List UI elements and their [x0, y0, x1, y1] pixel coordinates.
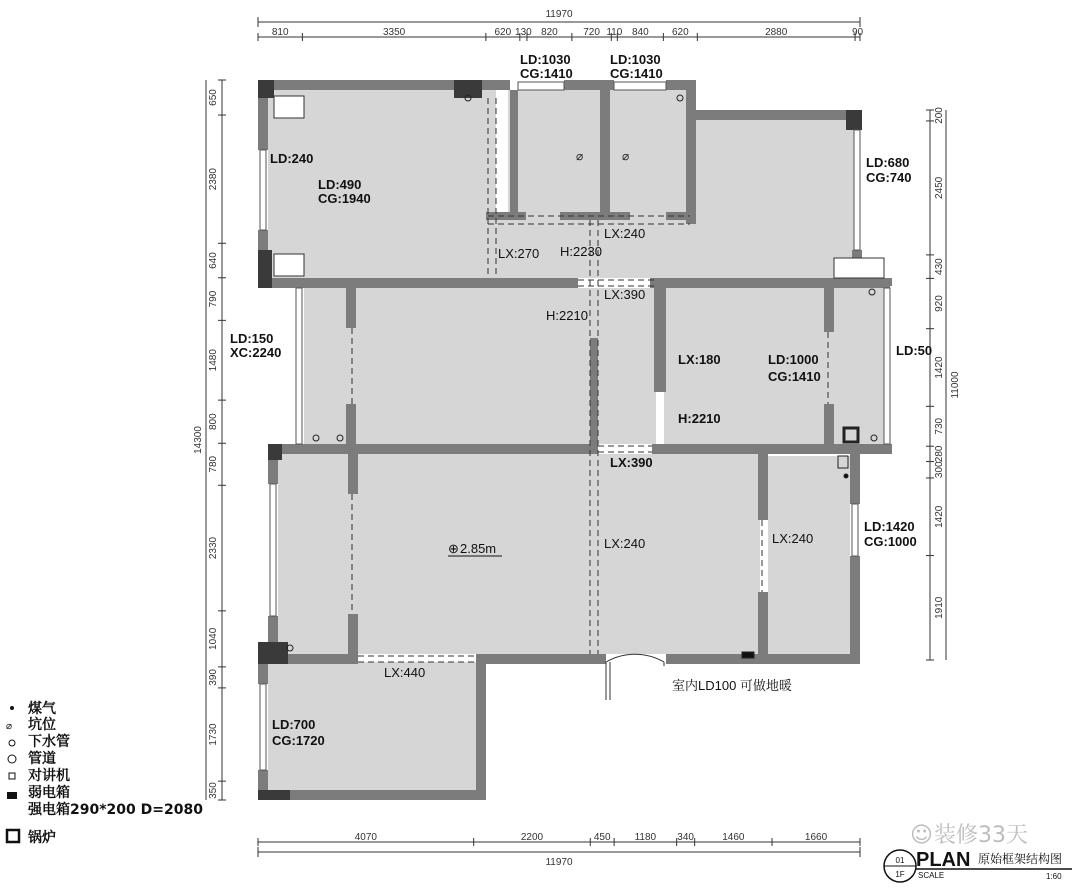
- window-label: LD:1000: [768, 352, 819, 367]
- bottom-total: 11970: [545, 857, 573, 868]
- column: [258, 250, 272, 288]
- bottom-dimension-value: 450: [593, 832, 611, 843]
- wall: [654, 288, 666, 392]
- wall: [850, 556, 860, 662]
- right-total: 11000: [950, 371, 961, 399]
- left-dimension-labels: [208, 89, 219, 799]
- top-dimension-value: 820: [541, 27, 558, 38]
- top-dimension-value: 620: [494, 27, 512, 38]
- watermark-text: 装修33天: [934, 823, 1028, 848]
- wall: [824, 288, 834, 332]
- top-total: 11970: [545, 9, 573, 20]
- right-dimension-value: 300: [934, 461, 945, 479]
- window-label: CG:740: [866, 170, 912, 185]
- wall: [496, 80, 510, 90]
- bottom-dimension: [258, 838, 860, 857]
- left-dimension-value: 2380: [208, 168, 219, 191]
- title-block: [884, 849, 1072, 882]
- right-dimension-value: 200: [934, 107, 945, 124]
- bedroom-top-right-floor: [692, 118, 854, 278]
- window: [852, 504, 858, 556]
- living-room-floor: [358, 454, 760, 654]
- left-dimension-value: 390: [208, 669, 219, 686]
- top-dimension-value: 110: [606, 27, 623, 38]
- wall: [258, 790, 486, 800]
- intercom-icon: [9, 773, 15, 779]
- wall: [666, 80, 696, 90]
- wall: [346, 288, 356, 328]
- window-label: LD:680: [866, 155, 910, 170]
- duct-icon: [8, 755, 16, 763]
- opening-label: LX:390: [610, 455, 653, 470]
- bath-2-floor: [606, 90, 692, 220]
- opening-label: H:2230: [560, 244, 602, 259]
- room-middle-left-floor: [356, 288, 656, 444]
- top-dimension-value: 130: [515, 27, 532, 38]
- wall: [590, 338, 598, 444]
- window: [296, 288, 302, 444]
- top-dimension-value: 720: [583, 27, 600, 38]
- window-label: LD:240: [270, 151, 314, 166]
- column: [258, 80, 274, 98]
- window-label: LD:1030: [520, 52, 571, 67]
- wall: [476, 654, 606, 664]
- pit-icon: ⌀: [576, 149, 584, 163]
- bay-window: [834, 258, 884, 278]
- right-dimension-value: 920: [934, 295, 945, 312]
- bay-window: [274, 96, 304, 118]
- top-dimension-value: 2880: [765, 27, 788, 38]
- bottom-dimension-value: 4070: [354, 832, 377, 843]
- left-dimension-value: 640: [208, 252, 219, 269]
- entrance-door: [606, 654, 664, 700]
- entrance-note: 室内LD100 可做地暖: [672, 678, 792, 693]
- pit-icon: ⌀: [6, 721, 13, 732]
- opening-label: LX:390: [604, 287, 646, 302]
- gas-dot-icon: [844, 474, 848, 478]
- top-dimension-value: 90: [851, 27, 864, 38]
- wall: [652, 444, 892, 454]
- boiler-icon: [7, 830, 19, 842]
- window: [518, 82, 564, 90]
- window: [614, 82, 666, 90]
- opening-label: LX:240: [604, 226, 646, 241]
- legend-item-pit: 坑位: [28, 717, 56, 733]
- watermark: [910, 823, 1028, 848]
- window-label: CG:1410: [520, 66, 573, 81]
- ceiling-height: 2.85m: [460, 541, 497, 556]
- wall: [686, 110, 862, 120]
- opening-label: LX:440: [384, 665, 426, 680]
- weak-box-icon: [7, 792, 17, 799]
- right-dimension-value: 1910: [934, 596, 945, 619]
- wall: [666, 654, 860, 664]
- legend: [6, 700, 203, 846]
- opening-label: LX:240: [772, 531, 814, 546]
- window-label: LD:700: [272, 717, 316, 732]
- left-dimension-value: 790: [208, 290, 219, 308]
- column: [268, 444, 282, 460]
- right-dimension-value: 2450: [934, 176, 945, 200]
- legend-item-weak-box: 弱电箱: [28, 785, 70, 801]
- column: [846, 110, 862, 130]
- opening-label: H:2210: [678, 411, 721, 426]
- window-label: CG:1410: [610, 66, 663, 81]
- window: [270, 484, 276, 616]
- left-dimension-value: 780: [208, 455, 219, 473]
- opening-label: LX:180: [678, 352, 721, 367]
- bay-window: [274, 254, 304, 276]
- wechat-icon: ☺: [910, 823, 933, 848]
- floor-number: 1F: [895, 870, 905, 879]
- window-label: LD:50: [896, 343, 933, 358]
- top-dimension-value: 840: [632, 27, 649, 38]
- scale-word: SCALE: [918, 871, 945, 880]
- wall: [268, 444, 598, 454]
- top-dimension-value: 620: [671, 27, 689, 38]
- left-dimension-value: 2330: [208, 536, 219, 560]
- wall: [884, 278, 892, 286]
- bottom-dimension-value: 1460: [722, 832, 745, 843]
- wall: [476, 654, 486, 800]
- left-dimension-value: 350: [208, 782, 219, 799]
- legend-item-gas: 煤气: [28, 701, 56, 717]
- window-label: LD:1420: [864, 519, 915, 534]
- legend-item-drain: 下水管: [28, 734, 70, 750]
- window-label: CG:1000: [864, 534, 917, 549]
- drain-pipe-icon: [9, 740, 15, 746]
- right-dimension-value: 730: [934, 417, 945, 435]
- column: [258, 642, 288, 664]
- right-dimension-value: 280: [934, 445, 945, 463]
- plan-heading: PLAN: [916, 849, 971, 871]
- wall: [346, 404, 356, 444]
- bottom-dimension-value: 2200: [520, 832, 544, 843]
- wall: [686, 120, 696, 224]
- wall: [268, 616, 278, 646]
- wall: [564, 80, 614, 90]
- opening-label: LX:240: [604, 536, 646, 551]
- wall: [758, 454, 768, 520]
- legend-item-strong-box: 强电箱290*200 D=2080: [28, 802, 203, 818]
- left-dimension-value: 800: [208, 413, 219, 431]
- right-dimension-value: 1420: [934, 356, 945, 379]
- wall: [824, 404, 834, 444]
- wall: [426, 278, 576, 288]
- left-dimension-value: 1730: [208, 723, 219, 746]
- bath-1-floor: [508, 90, 604, 220]
- right-dimension-value: 430: [934, 258, 945, 275]
- balcony-right-floor: [832, 288, 886, 444]
- window-label: LD:490: [318, 177, 362, 192]
- legend-item-duct: 管道: [28, 751, 56, 767]
- bottom-dimension-value: 1660: [804, 832, 828, 843]
- wall: [650, 278, 890, 288]
- bottom-dimension-value: 1180: [634, 832, 657, 843]
- window-label: CG:1410: [768, 369, 821, 384]
- bottom-dimension-labels: [355, 832, 828, 843]
- top-dimension-value: 810: [271, 27, 289, 38]
- window: [884, 288, 890, 444]
- right-dimension-value: 1420: [934, 505, 945, 528]
- left-dimension-value: 650: [208, 89, 219, 106]
- left-dimension-value: 1480: [208, 349, 219, 372]
- wall: [850, 454, 860, 504]
- bottom-dimension-value: 340: [677, 832, 694, 843]
- opening-label: LX:270: [498, 246, 540, 261]
- gas-dot-icon: [10, 706, 14, 710]
- window-label: LD:1030: [610, 52, 661, 67]
- left-dimension-value: 1040: [208, 627, 219, 650]
- ceiling-height-icon: ⊕: [448, 541, 459, 556]
- wall: [600, 90, 610, 220]
- window-label: XC:2240: [230, 345, 282, 360]
- wall: [758, 592, 768, 654]
- left-total: 14300: [193, 426, 204, 454]
- weak-box-icon: [742, 652, 754, 658]
- drawing-number: 01: [895, 856, 905, 865]
- column: [258, 790, 290, 800]
- wall: [510, 90, 518, 220]
- living-left-floor: [278, 454, 358, 654]
- opening-label: H:2210: [546, 308, 588, 323]
- window: [854, 130, 860, 250]
- legend-item-intercom: 对讲机: [28, 768, 70, 784]
- window-label: CG:1720: [272, 733, 325, 748]
- pit-icon: ⌀: [622, 149, 630, 163]
- top-dimension-labels: [272, 27, 864, 38]
- wall: [348, 614, 358, 654]
- kitchen-floor: [768, 456, 850, 654]
- drawing-scale: 1:60: [1046, 872, 1062, 881]
- drawing-title: 原始框架结构图: [978, 852, 1063, 866]
- window-label: CG:1940: [318, 191, 371, 206]
- window: [260, 150, 266, 230]
- window-label: LD:150: [230, 331, 274, 346]
- legend-item-boiler: 锅炉: [28, 830, 56, 846]
- right-dimension-labels: [934, 107, 945, 619]
- wall: [348, 454, 358, 494]
- window: [260, 684, 266, 770]
- top-dimension-value: 3350: [382, 27, 406, 38]
